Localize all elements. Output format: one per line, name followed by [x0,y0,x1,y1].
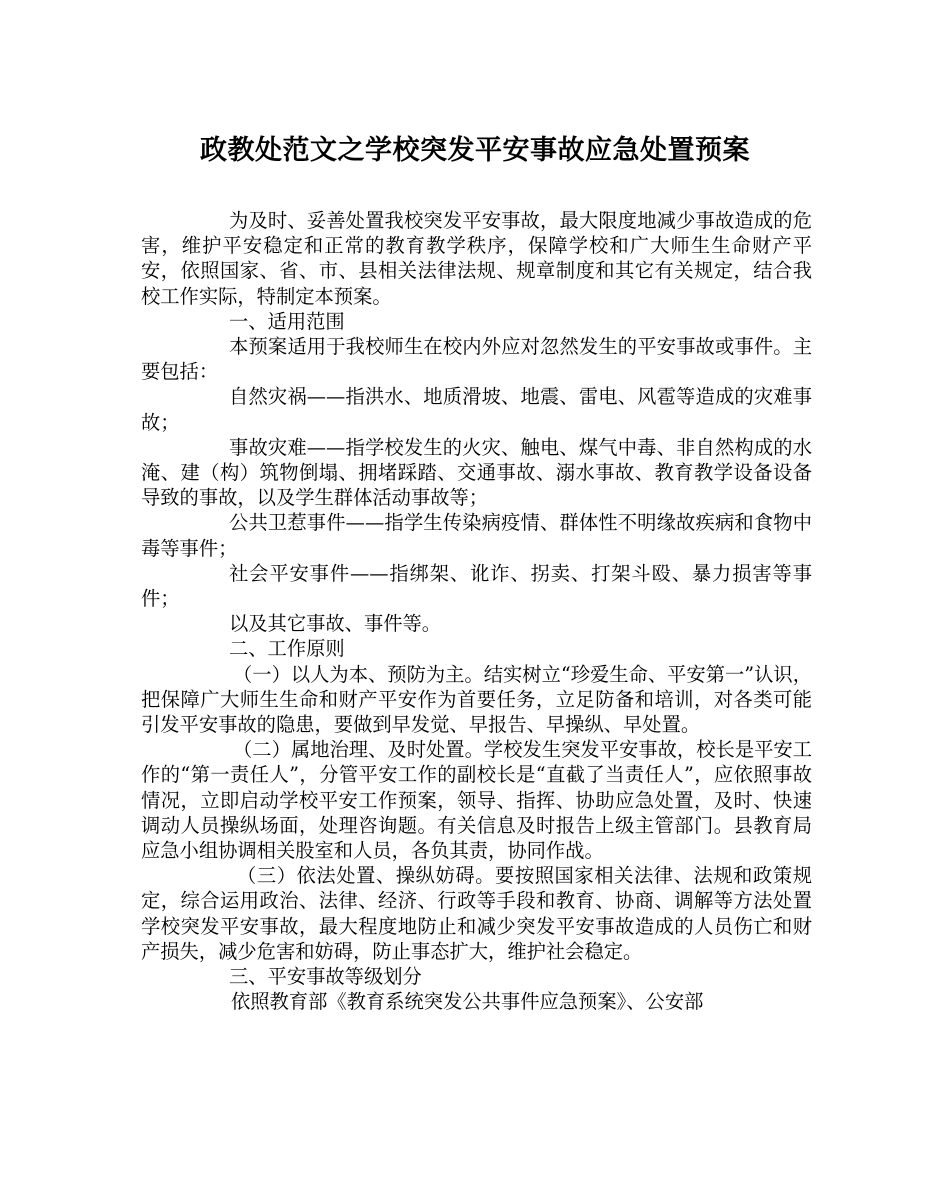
paragraph-public-health: 公共卫惹事件——指学生传染病疫情、群体性不明缘故疾病和食物中毒等事件； [141,511,812,560]
section-heading-levels: 三、平安事故等级划分 [229,965,422,989]
paragraph-levels-basis: 依照教育部《教育系统突发公共事件应急预案》、公安部 [231,990,704,1014]
document-body [141,208,812,1015]
paragraph-scope: 本预案适用于我校师生在校内外应对忽然发生的平安事故或事件。主要包括： [141,335,812,384]
paragraph-principle-2: （二）属地治理、及时处置。学校发生突发平安事故，校长是平安工作的“第一责任人”，分管平安工作的副校长是“直截了当责任人”，应依照事故情况，立即启动学校平安工作预案，领导、指挥、协助应急处置，及时、快速调动人员操纵场面，处理咨询题。有关信息及时报告上级主管部门。县教育局应急小组协调相关股室和人员，各负其责，协同作战。 [141,738,812,863]
document-title: 政教处范文之学校突发平安事故应急处置预案 [200,135,750,166]
paragraph-social-safety: 社会平安事件——指绑架、讹诈、拐卖、打架斗殴、暴力损害等事件； [141,561,812,611]
paragraph-other-events: 以及其它事故、事件等。 [229,612,442,636]
paragraph-natural-disaster: 自然灾祸——指洪水、地质滑坡、地震、雷电、风雹等造成的灾难事故； [141,385,812,434]
section-heading-scope: 一、适用范围 [229,309,345,333]
paragraph-principle-1: （一）以人为本、预防为主。结实树立“珍爱生命、平安第一”认识，把保障广大师生生命和财产平安作为首要任务，立足防备和培训，对各类可能引发平安事故的隐患，要做到早发觉、早报告、早操纵、早处置。 [141,662,812,737]
paragraph-accident-disaster: 事故灾难——指学校发生的火灾、触电、煤气中毒、非自然构成的水淹、建（构）筑物倒塌、拥堵踩踏、交通事故、溺水事故、教育教学设备设备导致的事故，以及学生群体活动事故等； [141,435,812,510]
section-heading-principles: 二、工作原则 [229,637,345,661]
paragraph-principle-3: （三）依法处置、操纵妨碍。要按照国家相关法律、法规和政策规定，综合运用政治、法律、经济、行政等手段和教育、协商、调解等方法处置学校突发平安事故，最大程度地防止和减少突发平安事故造成的人员伤亡和财产损失，减少危害和妨碍，防止事态扩大，维护社会稳定。 [141,864,812,963]
paragraph-intro: 为及时、妥善处置我校突发平安事故，最大限度地减少事故造成的危害，维护平安稳定和正常的教育教学秩序，保障学校和广大师生生命财产平安，依照国家、省、市、县相关法律法规、规章制度和其它有关规定，结合我校工作实际，特制定本预案。 [141,209,812,308]
